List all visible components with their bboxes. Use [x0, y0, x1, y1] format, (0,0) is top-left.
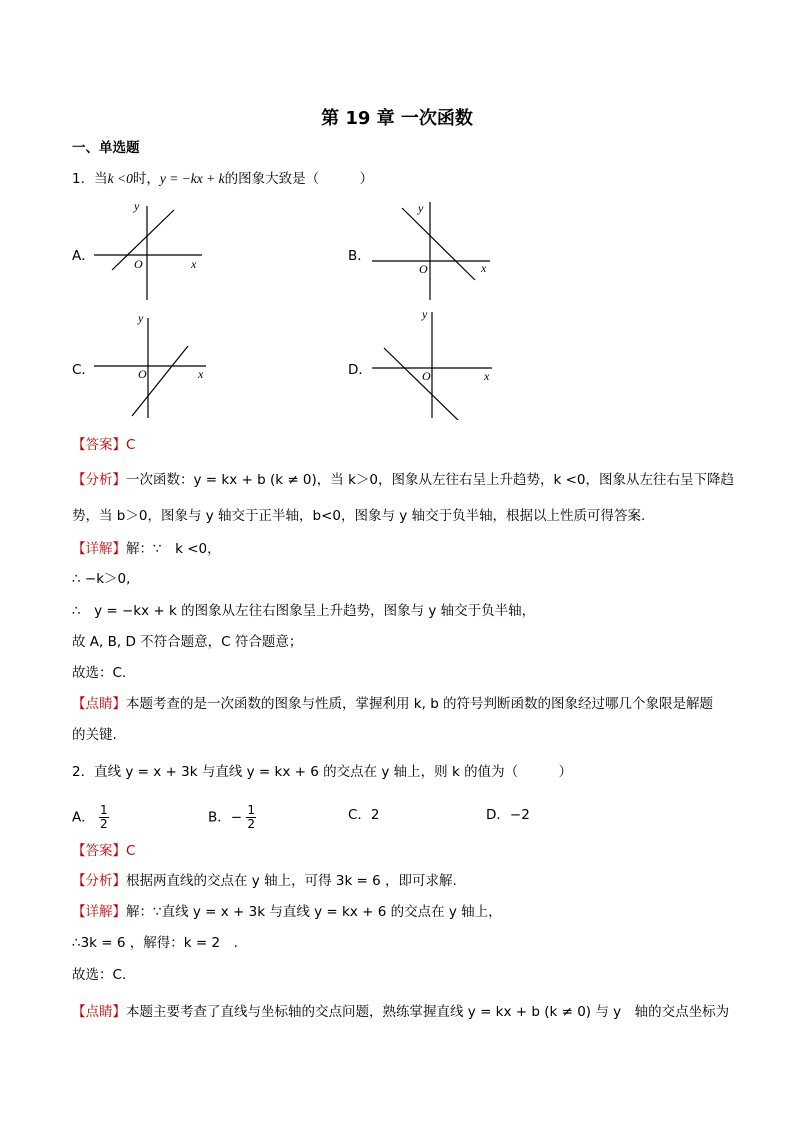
origin-label: O [422, 369, 431, 383]
q2-option-a[interactable] [72, 804, 109, 831]
answer-tag: 【答案】 [72, 437, 126, 453]
q1-analysis-line-1 [72, 471, 732, 489]
q2-detail-line-3: 故选：C. [72, 967, 127, 983]
q2-answer [72, 842, 732, 860]
q1-option-a-label[interactable]: A． [72, 248, 95, 264]
origin-label: O [134, 257, 143, 271]
q1-detail-line-5: 故选：C. [72, 665, 127, 681]
axis-y-label: y [422, 307, 428, 321]
q1-detail-line-1 [72, 540, 732, 558]
answer-value: C [126, 843, 136, 859]
q1-graph-d [372, 306, 496, 420]
page-title: 第 19 章 一次函数 [321, 108, 473, 129]
q1-analysis-line-2: 势，当 b＞0，图象与 y 轴交于正半轴，b<0，图象与 y 轴交于负半轴，根据以上性质可得答案. [72, 508, 646, 524]
q1-stem-b: 时， [132, 171, 160, 187]
q2-option-b[interactable] [208, 804, 256, 831]
comment-text: 本题考查的是一次函数的图象与性质，掌握利用 k, b 的符号判断函数的图象经过哪几个象限是解题 [126, 696, 714, 712]
axis-x-label: x [484, 369, 490, 383]
detail-text: 解：∵直线 y = x + 3k 与直线 y = kx + 6 的交点在 y 轴上， [126, 904, 502, 920]
q2-detail-line-2: ∴3k = 6 ，解得：k = 2 . [72, 935, 238, 951]
comment-tag: 【点睛】 [72, 1004, 126, 1020]
q1-detail-line-4: 故 A, B, D 不符合题意，C 符合题意； [72, 634, 303, 650]
q1-stem-a: 当 [94, 171, 108, 187]
q2-number: 2． [72, 764, 95, 780]
axis-x-label: x [198, 367, 204, 381]
q2-option-c[interactable]: C．2 [348, 807, 380, 823]
axis-y-label: y [138, 311, 144, 325]
q1-option-b-label[interactable]: B． [348, 248, 371, 264]
q2-comment-line-1 [72, 1003, 732, 1021]
option-a-fraction: $\frac{1}{2}$ [100, 803, 108, 831]
q1-graph-c [94, 310, 212, 420]
analysis-tag: 【分析】 [72, 472, 126, 488]
q1-option-c-label[interactable]: C． [72, 362, 95, 378]
q1-option-d-label[interactable]: D． [348, 362, 372, 378]
option-b-label: B． [208, 809, 231, 826]
answer-value: C [126, 437, 136, 453]
origin-label: O [419, 262, 428, 276]
detail-tag: 【详解】 [72, 541, 126, 557]
q1-number: 1． [72, 171, 95, 187]
q2-option-d[interactable]: D．−2 [486, 807, 530, 823]
comment-tag: 【点睛】 [72, 696, 126, 712]
q1-stem-cond: k <0 [107, 171, 133, 186]
analysis-tag: 【分析】 [72, 873, 126, 889]
q1-stem-c: 的图象大致是（ ） [224, 171, 374, 187]
q2-stem-text: 直线 y = x + 3k 与直线 y = kx + 6 的交点在 y 轴上，则 k 的值为（ ） [94, 764, 573, 780]
q1-stem-func: y = −kx + k [159, 171, 225, 186]
axis-x-label: x [191, 257, 197, 271]
q2-stem [72, 763, 732, 781]
answer-tag: 【答案】 [72, 843, 126, 859]
comment-text: 本题主要考查了直线与坐标轴的交点问题，熟练掌握直线 y = kx + b (k ≠ 0) 与 y 轴的交点坐标为 [126, 1004, 730, 1020]
q1-comment-line-1 [72, 695, 732, 713]
q2-detail-line-1 [72, 903, 732, 921]
q1-stem [72, 170, 732, 188]
axis-y-label: y [134, 200, 140, 213]
q1-detail-line-2: ∴ −k＞0, [72, 571, 131, 587]
detail-text: 解：∵ k <0， [126, 541, 221, 557]
q2-options [72, 798, 732, 830]
q1-comment-line-2: 的关键. [72, 727, 117, 743]
q1-graph-a [94, 200, 206, 302]
q2-analysis [72, 872, 732, 890]
axis-x-label: x [481, 261, 487, 275]
detail-tag: 【详解】 [72, 904, 126, 920]
q1-detail-line-3: ∴ y = −kx + k 的图象从左往右图象呈上升趋势，图象与 y 轴交于负半轴， [72, 603, 536, 619]
option-a-label: A． [72, 809, 95, 826]
axis-y-label: y [418, 201, 424, 215]
option-b-fraction: $\frac{1}{2}$ [247, 803, 256, 831]
q1-graph-b [372, 200, 494, 302]
option-b-sign: − [230, 809, 243, 826]
q1-answer [72, 436, 732, 454]
section-heading: 一、单选题 [72, 140, 140, 156]
origin-label: O [138, 367, 147, 381]
analysis-text: 一次函数：y = kx + b (k ≠ 0)，当 k＞0，图象从左往右呈上升趋势，k <0，图象从左往右呈下降趋 [126, 472, 734, 488]
analysis-text: 根据两直线的交点在 y 轴上，可得 3k = 6 ，即可求解. [126, 873, 457, 889]
